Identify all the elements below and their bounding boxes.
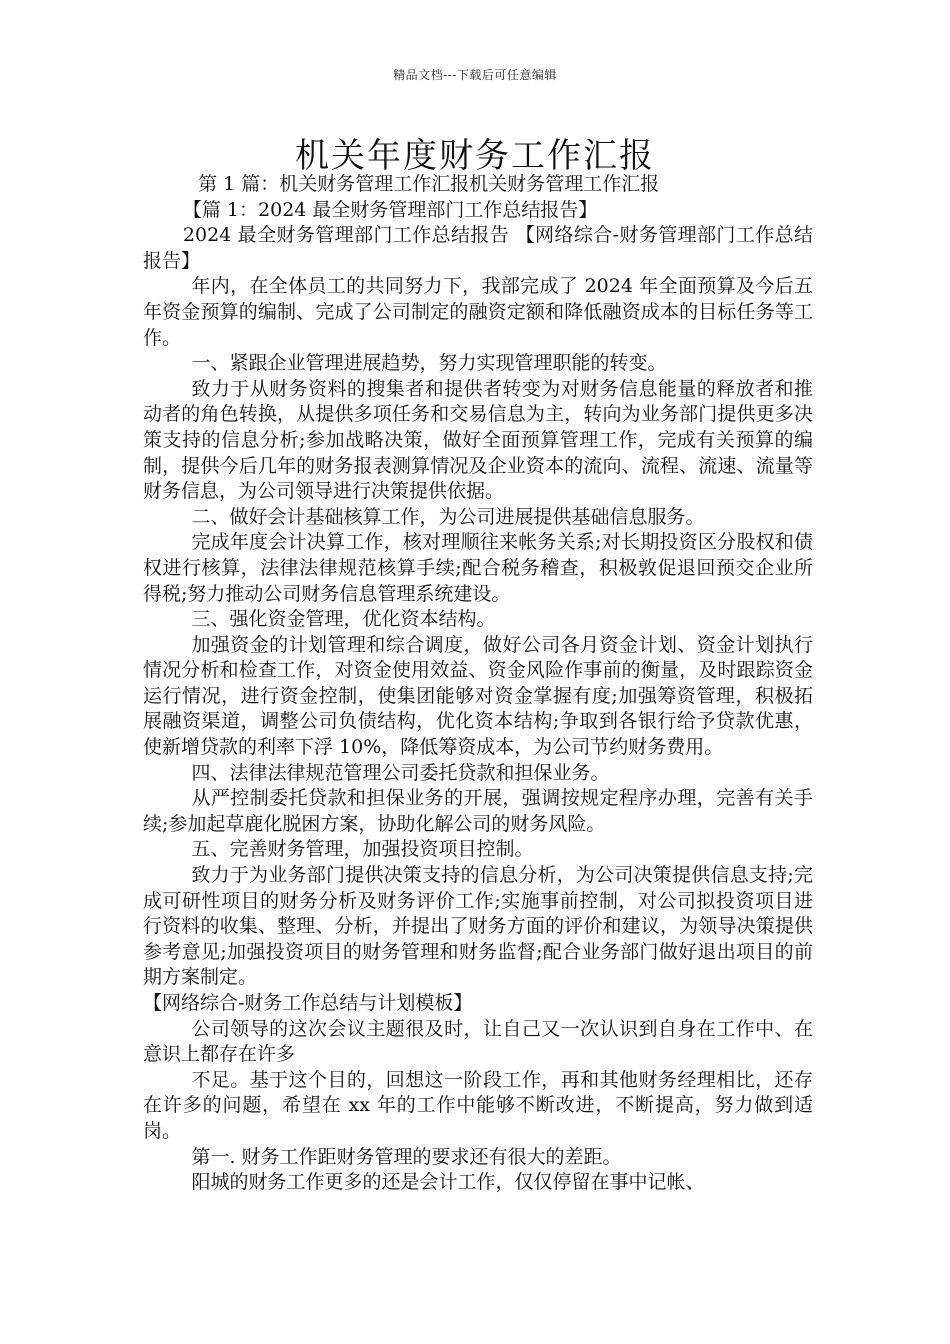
paragraph: 阳城的财务工作更多的还是会计工作，仅仅停留在事中记帐、 [191,1171,705,1194]
subheading: 四、法律法律规范管理公司委托贷款和担保业务。 [191,761,610,784]
paragraph: 不足。基于这个目的，回想这一阶段工作，再和其他财务经理相比，还存在许多的问题，希望在 xx 年的工作中能够不断改进，不断提高，努力做到适岗。 [143,1068,813,1142]
subheading: 五、完善财务管理，加强投资项目控制。 [191,838,534,861]
paragraph: 致力于为业务部门提供决策支持的信息分析，为公司决策提供信息支持;完成可研性项目的财务分析及财务评价工作;实施事前控制，对公司拟投资项目进行资料的收集、整理、分析，并提出了财务方面的评价和建议，为领导决策提供参考意见;加强投资项目的财务管理和财务监督;配合业务部门做好退出项目的前期方案制定。 [143,864,813,989]
subheading: 第一. 财务工作距财务管理的要求还有很大的差距。 [191,1145,622,1168]
paragraph: 加强资金的计划管理和综合调度，做好公司各月资金计划、资金计划执行情况分析和检查工作，对资金使用效益、资金风险作事前的衡量，及时跟踪资金运行情况，进行资金控制，使集团能够对资金掌握有度;加强筹资管理，积极拓展融资渠道，调整公司负债结构，优化资本结构;争取到各银行给予贷款优惠，使新增贷款的利率下浮 10%，降低筹资成本，为公司节约财务费用。 [143,633,813,759]
paragraph: 2024 最全财务管理部门工作总结报告 【网络综合-财务管理部门工作总结报告】 [143,224,813,272]
article-heading: 【网络综合-财务工作总结与计划模板】 [143,992,473,1014]
paragraph: 从严控制委托贷款和担保业务的开展，强调按规定程序办理，完善有关手续;参加起草鹿化脱困方案，协助化解公司的财务风险。 [143,787,813,835]
subheading: 二、做好会计基础核算工作，为公司进展提供基础信息服务。 [191,505,705,528]
article-heading: 【篇 1：2024 最全财务管理部门工作总结报告】 [182,198,598,221]
paragraph: 年内，在全体员工的共同努力下，我部完成了 2024 年全面预算及今后五年资金预算的编制、完成了公司制定的融资定额和降低融资成本的目标任务等工作。 [143,275,813,349]
paragraph: 完成年度会计决算工作，核对理顺往来帐务关系;对长期投资区分股权和债权进行核算，法律法律规范核算手续;配合税务稽查，积极敦促退回预交企业所得税;努力推动公司财务信息管理系统建设。 [143,531,813,605]
subheading: 三、强化资金管理，优化资本结构。 [191,608,496,631]
section-heading: 第 1 篇：机关财务管理工作汇报机关财务管理工作汇报 [198,173,660,195]
document-title: 机关年度财务工作汇报 [295,136,655,176]
subheading: 一、紧跟企业管理进展趋势，努力实现管理职能的转变。 [191,352,667,375]
document-body [143,172,813,1196]
header-note: 精品文档---下载后可任意编辑 [393,68,557,82]
paragraph: 公司领导的这次会议主题很及时，让自己又一次认识到自身在工作中、在意识上都存在许多 [143,1017,813,1066]
paragraph: 致力于从财务资料的搜集者和提供者转变为对财务信息能量的释放者和推动者的角色转换，从提供多项任务和交易信息为主，转向为业务部门提供更多决策支持的信息分析;参加战略决策，做好全面预算管理工作，完成有关预算的编制，提供今后几年的财务报表测算情况及企业资本的流向、流程、流速、流量等财务信息，为公司领导进行决策提供依据。 [143,377,813,503]
